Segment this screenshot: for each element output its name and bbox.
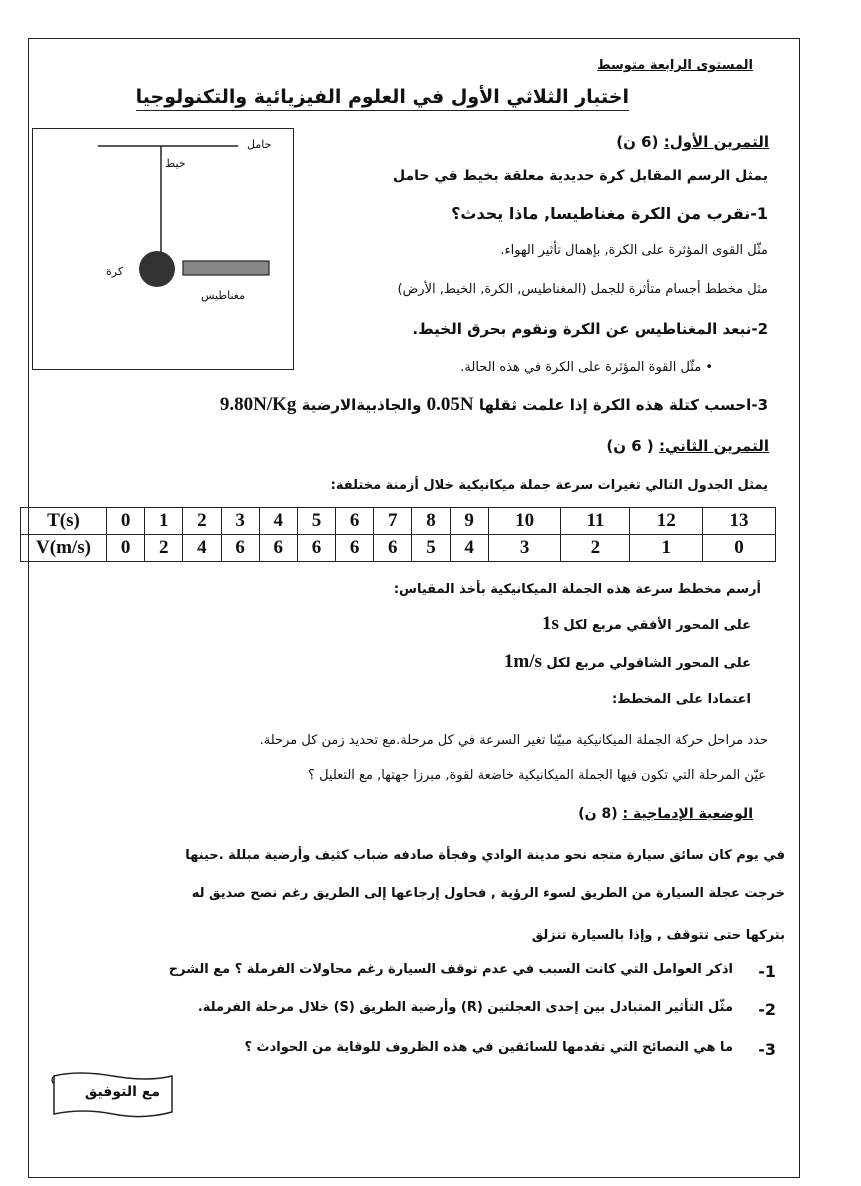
ex1-q2a-text: مثّل القوة المؤثرة على الكرة في هذه الحالة. — [460, 360, 702, 375]
integ-q3: ما هي النصائح التي تقدمها للسائقين في هذه الظروف للوقاية من الحوادث ؟ — [244, 1040, 733, 1055]
speed-cell: 0 — [703, 535, 776, 562]
time-cell: 3 — [221, 508, 259, 535]
time-cell: 7 — [374, 508, 412, 535]
ex1-heading — [616, 133, 769, 151]
scale-y-text: على المحور الشاقولي مربع لكل — [546, 656, 751, 671]
speed-cell: 6 — [374, 535, 412, 562]
speed-cell: 5 — [412, 535, 450, 562]
time-cell: 9 — [450, 508, 488, 535]
time-cell: 13 — [703, 508, 776, 535]
good-luck-banner — [48, 1070, 178, 1122]
ex2-scale-y — [504, 651, 751, 673]
time-cell: 10 — [488, 508, 561, 535]
speed-row — [21, 535, 776, 562]
time-row-label: T(s) — [21, 508, 107, 535]
speed-cell: 6 — [297, 535, 335, 562]
time-cell: 4 — [259, 508, 297, 535]
integ-q2: مثّل التأثير المتبادل بين إحدى العجلتين (R) وأرضية الطريق (S) خلال مرحلة الفرملة. — [197, 1000, 733, 1015]
magnet-bar — [183, 261, 269, 275]
integ-q2-number: 2- — [758, 1000, 776, 1019]
integ-para-2: خرجت عجلة السيارة من الطريق لسوء الرؤية , فحاول إرجاعها إلى الطريق رغم نصح صديق له — [191, 886, 785, 901]
speed-cell: 4 — [450, 535, 488, 562]
ex2-intro: يمثل الجدول التالي تغيرات سرعة جملة ميكانيكية خلال أزمنة مختلفة: — [330, 478, 768, 493]
ex1-q1b: مثل مخطط أجسام متأثرة للجمل (المغناطيس, الكرة, الخيط, الأرض) — [397, 282, 768, 297]
ex2-title: التمرين الثاني: — [659, 437, 769, 455]
ex1-q3-prefix: 3-احسب كتلة هذه الكرة إذا علمت ثقلها — [478, 396, 768, 414]
scale-x-value: 1s — [541, 613, 559, 634]
integ-para-1: في يوم كان سائق سيارة متجه نحو مدينة الوادي وفجأة صادفه ضباب كثيف وأرضية مبللة .حينها — [185, 848, 785, 863]
time-cell: 6 — [336, 508, 374, 535]
speed-cell: 6 — [221, 535, 259, 562]
ex1-q3-weight: 0.05N — [426, 394, 474, 415]
time-cell: 11 — [561, 508, 630, 535]
ex2-heading — [606, 437, 769, 455]
speed-cell: 6 — [259, 535, 297, 562]
speed-cell: 3 — [488, 535, 561, 562]
speed-cell: 1 — [630, 535, 703, 562]
scale-y-value: 1m/s — [503, 651, 542, 672]
integ-q3-number: 3- — [758, 1040, 776, 1059]
bullet-icon: • — [705, 360, 713, 375]
ex1-q3-g: 9.80N/Kg — [219, 394, 297, 415]
ex1-points: (6 ن) — [616, 133, 659, 151]
integ-heading — [578, 806, 753, 822]
speed-cell: 0 — [107, 535, 145, 562]
ex2-draw: أرسم مخطط سرعة هذه الجملة الميكانيكية بأخذ المقياس: — [393, 582, 761, 597]
time-cell: 2 — [183, 508, 221, 535]
time-cell: 12 — [630, 508, 703, 535]
ex2-scale-x — [542, 613, 751, 635]
ex1-q1: 1-نقرب من الكرة مغناطيسا, ماذا يحدث؟ — [451, 204, 768, 223]
pendulum-figure — [32, 128, 294, 370]
ex1-q3 — [220, 394, 768, 416]
iron-ball — [139, 251, 175, 287]
integ-q1-number: 1- — [758, 962, 776, 981]
exam-title: اختبار الثلاثي الأول في العلوم الفيزيائية والتكنولوجيا — [136, 86, 629, 111]
integ-title: الوضعية الإدماجية : — [622, 806, 753, 822]
level-label: المستوى الرابعة متوسط — [597, 58, 753, 73]
integ-para-3: بتركها حتى تتوقف , وإذا بالسيارة تنزلق — [531, 928, 785, 943]
ex2-question-b: عيّن المرحلة التي تكون فيها الجملة الميكانيكية خاضعة لقوة, مبرزا جهتها, مع التعليل ؟ — [308, 768, 766, 783]
ball-label: كرة — [106, 265, 124, 278]
ex1-q1a: مثّل القوى المؤثرة على الكرة, بإهمال تأثير الهواء. — [500, 243, 768, 258]
speed-cell: 6 — [336, 535, 374, 562]
speed-table — [20, 507, 776, 562]
ex2-points: ( 6 ن) — [606, 437, 654, 455]
ex2-question-a: حدد مراحل حركة الجملة الميكانيكية مبيّنا تغير السرعة في كل مرحلة.مع تحديد زمن كل مرحلة. — [259, 733, 768, 748]
support-label: حامل — [247, 138, 272, 151]
time-cell: 1 — [145, 508, 183, 535]
thread-label: خيط — [165, 157, 186, 170]
integ-q1: اذكر العوامل التي كانت السبب في عدم توقف السيارة رغم محاولات الفرملة ؟ مع الشرح — [168, 962, 733, 977]
ex1-title: التمرين الأول: — [663, 133, 769, 151]
scale-x-text: على المحور الأفقي مربع لكل — [563, 618, 751, 633]
ex2-based: اعتمادا على المخطط: — [612, 692, 751, 707]
ex1-q2: 2-نبعد المغناطيس عن الكرة ونقوم بحرق الخيط. — [412, 320, 768, 338]
ex1-q2a — [460, 360, 713, 375]
magnet-label: مغناطيس — [201, 289, 245, 302]
speed-cell: 2 — [561, 535, 630, 562]
good-luck-text: مع التوفيق — [84, 1084, 160, 1100]
ex1-q3-mid: والجاذبيةالارضية — [301, 396, 422, 414]
integ-points: (8 ن) — [578, 806, 618, 822]
time-cell: 0 — [107, 508, 145, 535]
time-cell: 5 — [297, 508, 335, 535]
ex1-intro: يمثل الرسم المقابل كرة حديدية معلقة بخيط في حامل — [392, 168, 768, 184]
speed-cell: 2 — [145, 535, 183, 562]
pendulum-drawing — [33, 129, 295, 371]
speed-row-label: V(m/s) — [21, 535, 107, 562]
speed-cell: 4 — [183, 535, 221, 562]
time-cell: 8 — [412, 508, 450, 535]
time-row — [21, 508, 776, 535]
